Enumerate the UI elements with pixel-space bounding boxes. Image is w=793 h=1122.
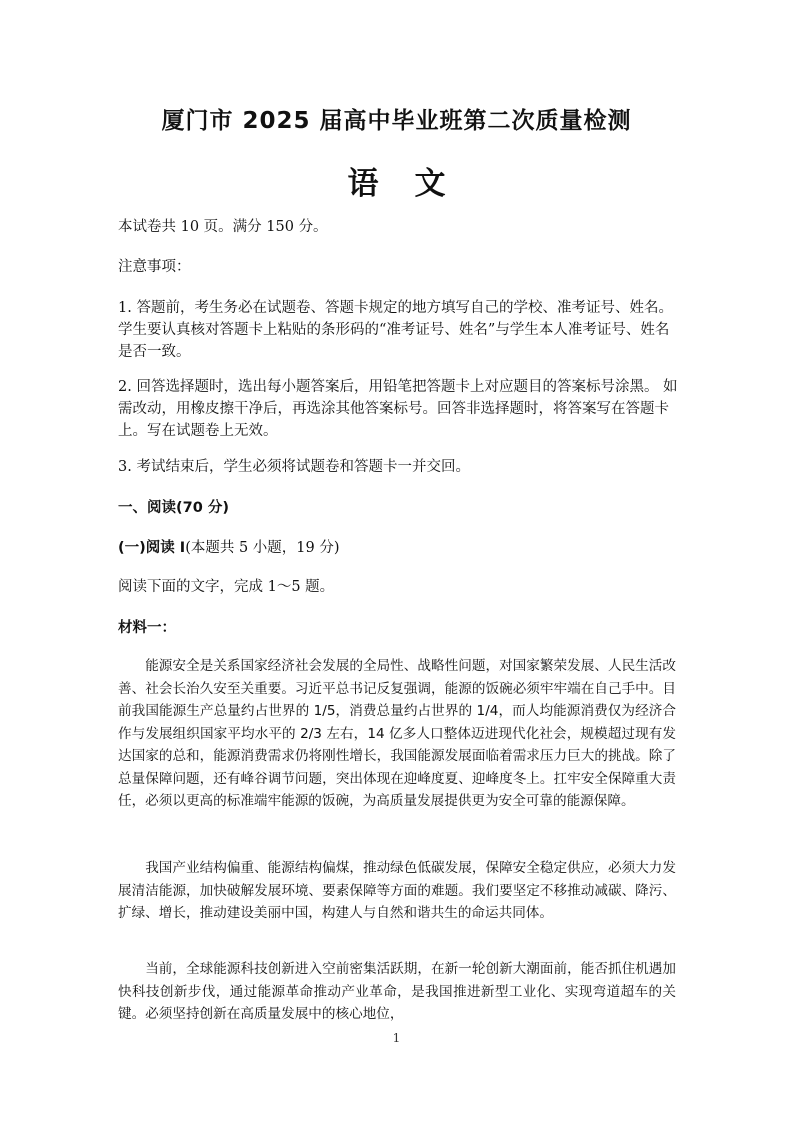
- reading-instruction: 阅读下面的文字，完成 1～5 题。: [118, 579, 335, 595]
- material-paragraph-2: 我国产业结构偏重、能源结构偏煤，推动绿色低碳发展，保障安全稳定供应，必须大力发展清洁能源，加快破解发展环境、要素保障等方面的难题。我们要坚定不移推动减碳、降污、扩绿、增长，推动建设美丽中国，构建人与自然和谐共生的命运共同体。: [118, 860, 676, 921]
- notice-heading: 注意事项：: [118, 259, 191, 275]
- part-detail: (本题共 5 小题，19 分): [185, 540, 340, 556]
- paper-info: 本试卷共 10 页。满分 150 分。: [118, 219, 328, 235]
- material-label: 材料一：: [118, 620, 176, 636]
- notice-item-2: 2. 回答选择题时，选出每小题答案后，用铅笔把答题卡上对应题目的答案标号涂黑。 如需改动，用橡皮擦干净后，再选涂其他答案标号。回答非选择题时，将答案写在答题卡上。写在试题卷上无效。: [118, 379, 678, 439]
- notice-item-3: 3. 考试结束后，学生必须将试题卷和答题卡一并交回。: [118, 459, 470, 475]
- page-number: 1: [392, 1031, 401, 1045]
- section-heading: 一、阅读(70 分): [118, 500, 229, 516]
- subject-title: 语文: [347, 166, 482, 202]
- exam-title: 厦门市 2025 届高中毕业班第二次质量检测: [161, 108, 632, 134]
- part-label: (一)阅读 Ⅰ: [118, 540, 186, 556]
- material-paragraph-1: 能源安全是关系国家经济社会发展的全局性、战略性问题，对国家繁荣发展、人民生活改善、社会长治久安至关重要。习近平总书记反复强调，能源的饭碗必须牢牢端在自己手中。目前我国能源生产总量约占世界的 1/5，消费总量约占世界的 1/4，而人均能源消费仅为经济合作与发展组织国家平均水平的 2/3 左右，14 亿多人口整体迈进现代化社会，规模超过现有发达国家的总和，能源消费需求仍将刚性增长，我国能源发展面临着需求压力巨大的挑战。除了总量保障问题，还有峰谷调节问题，突出体现在迎峰度夏、迎峰度冬上。扛牢安全保障重大责任，必须以更高的标准端牢能源的饭碗，为高质量发展提供更为安全可靠的能源保障。: [118, 658, 676, 809]
- material-paragraph-3: 当前，全球能源科技创新进入空前密集活跃期，在新一轮创新大潮面前，能否抓住机遇加快科技创新步伐，通过能源革命推动产业革命，是我国推进新型工业化、实现弯道超车的关键。必须坚持创新在高质量发展中的核心地位，: [118, 961, 676, 1022]
- notice-item-1: 1. 答题前，考生务必在试题卷、答题卡规定的地方填写自己的学校、准考证号、姓名。 学生要认真核对答题卡上粘贴的条形码的“准考证号、姓名”与学生本人准考证号、姓名是否一致。: [118, 300, 673, 360]
- part-heading: [118, 537, 678, 559]
